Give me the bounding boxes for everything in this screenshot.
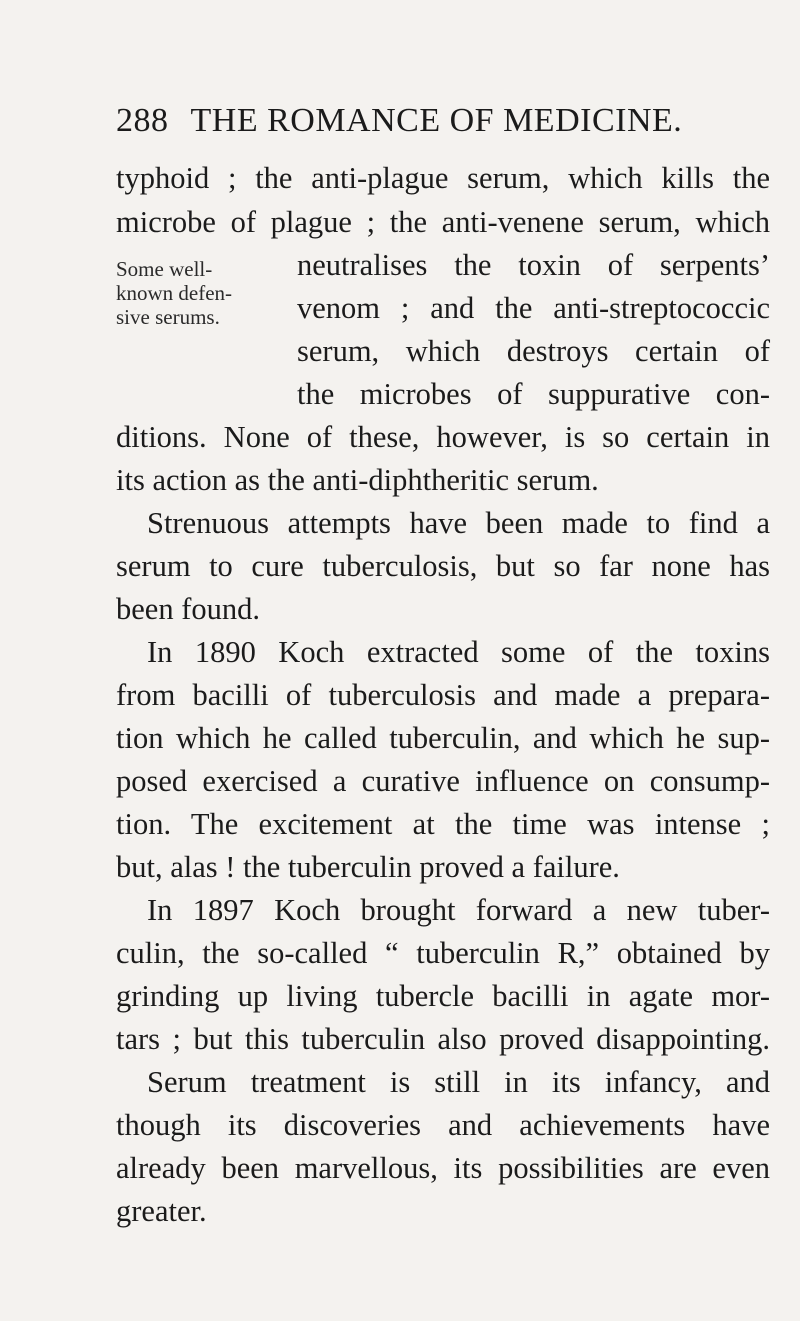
body-line: culin, the so-called “ tuberculin R,” obtained by xyxy=(116,936,770,970)
body-line: from bacilli of tuberculosis and made a prepara- xyxy=(116,678,770,712)
marginal-note-line: sive serums. xyxy=(116,305,220,329)
body-line: In 1897 Koch brought forward a new tuber- xyxy=(147,893,770,927)
body-line: posed exercised a curative influence on consump- xyxy=(116,764,770,798)
body-line: Serum treatment is still in its infancy, and xyxy=(147,1065,770,1099)
body-line: been found. xyxy=(116,592,260,626)
body-line: greater. xyxy=(116,1194,207,1228)
page-number: 288 xyxy=(116,102,169,139)
body-line: neutralises the toxin of serpents’ xyxy=(297,248,770,282)
body-line: tion. The excitement at the time was intense ; xyxy=(116,807,770,841)
body-line: serum to cure tuberculosis, but so far none has xyxy=(116,549,770,583)
marginal-note-line: Some well- xyxy=(116,257,213,281)
running-head xyxy=(116,102,776,140)
body-line: Strenuous attempts have been made to find a xyxy=(147,506,770,540)
body-line: its action as the anti-diphtheritic serum. xyxy=(116,463,599,497)
body-line: serum, which destroys certain of xyxy=(297,334,770,368)
body-line: ditions. None of these, however, is so certain in xyxy=(116,420,770,454)
body-line: though its discoveries and achievements have xyxy=(116,1108,770,1142)
body-line: the microbes of suppurative con- xyxy=(297,377,770,411)
body-line: tion which he called tuberculin, and which he sup- xyxy=(116,721,770,755)
body-line: but, alas ! the tuberculin proved a failure. xyxy=(116,850,620,884)
body-line: already been marvellous, its possibilities are even xyxy=(116,1151,770,1185)
marginal-note-line: known defen- xyxy=(116,281,233,305)
marginal-note xyxy=(116,257,232,329)
body-line: microbe of plague ; the anti-venene serum, which xyxy=(116,205,770,239)
body-line: venom ; and the anti-streptococcic xyxy=(297,291,770,325)
running-title: THE ROMANCE OF MEDICINE. xyxy=(190,102,683,139)
body-line: In 1890 Koch extracted some of the toxins xyxy=(147,635,770,669)
body-line: typhoid ; the anti-plague serum, which kills the xyxy=(116,161,770,195)
body-line: tars ; but this tuberculin also proved disappointing. xyxy=(116,1022,770,1056)
body-line: grinding up living tubercle bacilli in agate mor- xyxy=(116,979,770,1013)
